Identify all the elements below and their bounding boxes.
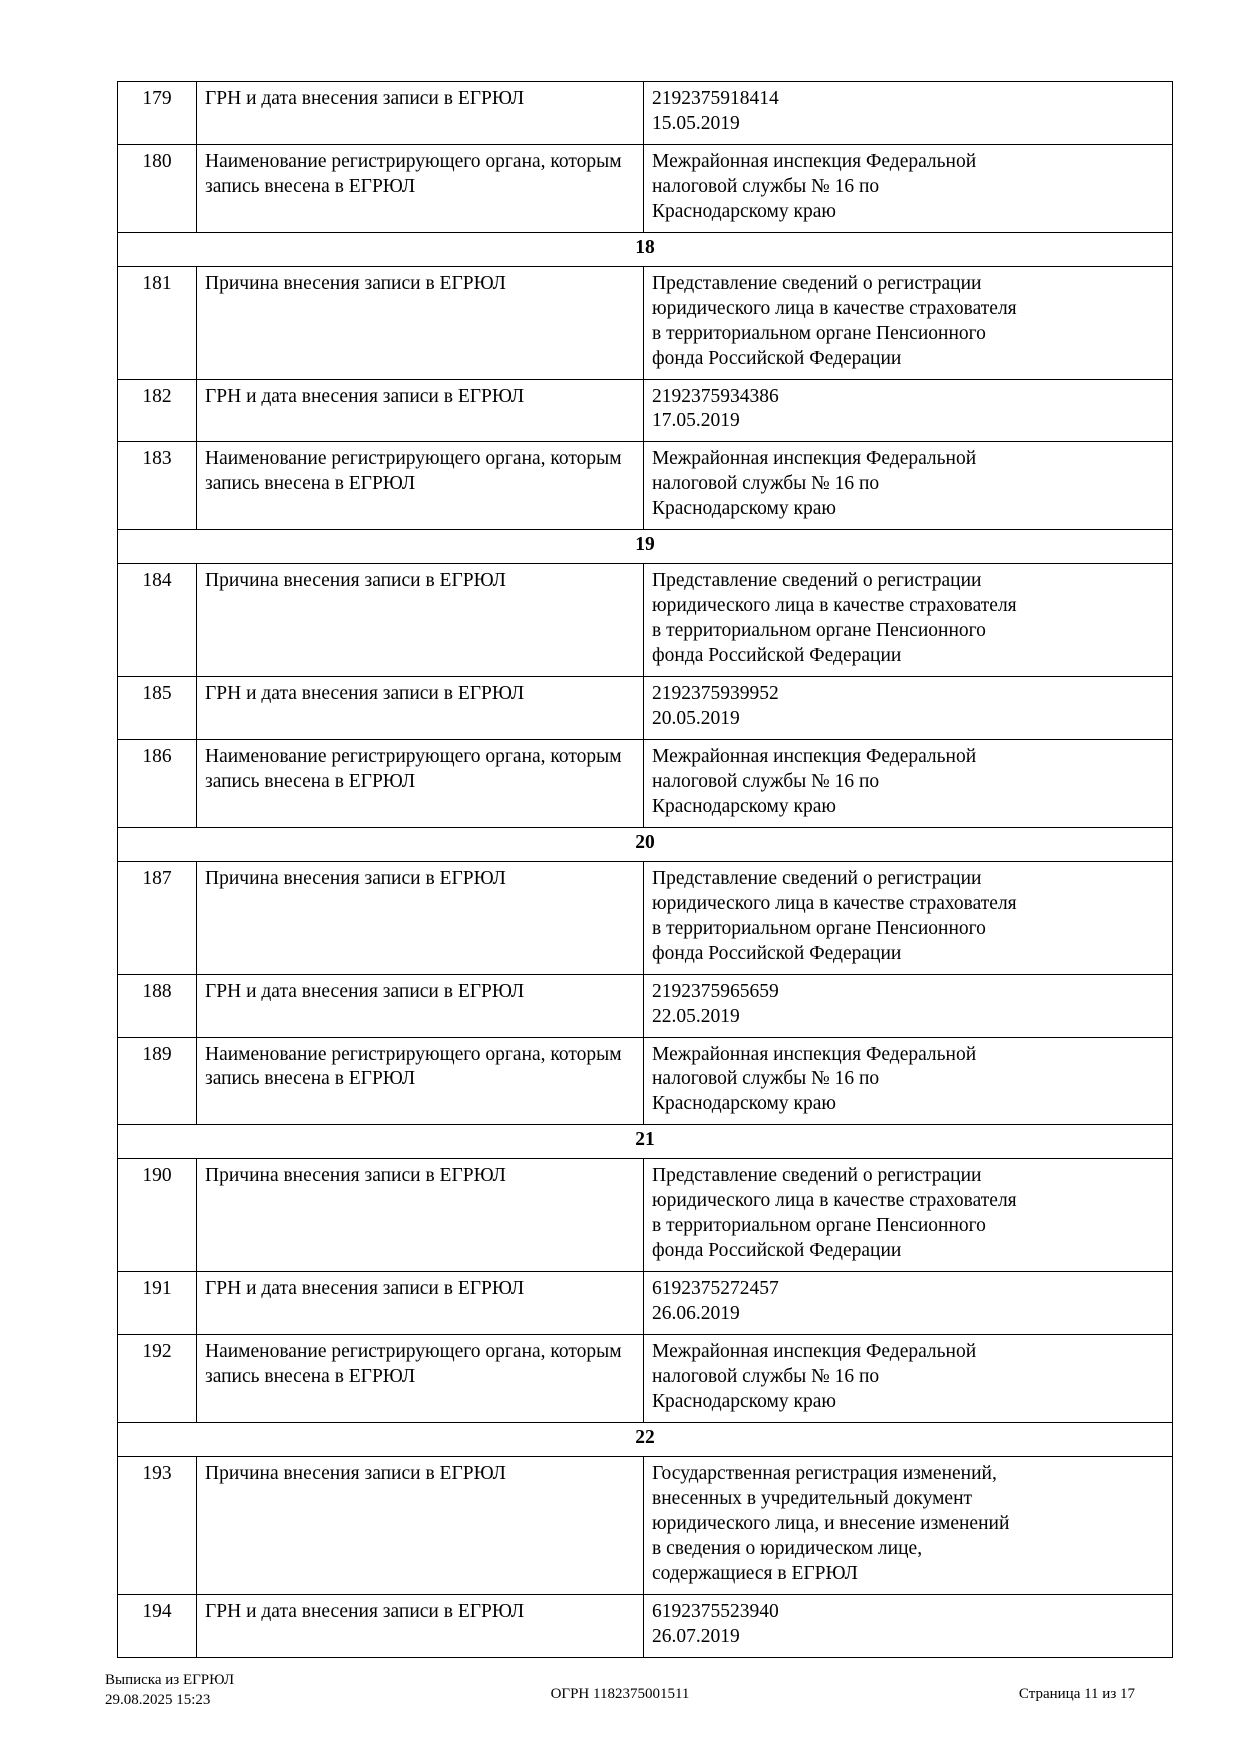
page-footer: [0, 1635, 1240, 1755]
row-number: 190: [118, 1159, 197, 1272]
row-value-line: налоговой службы № 16 по: [652, 1068, 880, 1090]
row-value-line: фонда Российской Федерации: [652, 645, 902, 667]
row-value-line: в территориальном органе Пенсионного: [652, 620, 986, 642]
row-value-line: фонда Российской Федерации: [652, 1240, 902, 1262]
row-value: [644, 564, 1173, 677]
row-number: 181: [118, 266, 197, 379]
section-title: 20: [118, 827, 1173, 861]
row-label: ГРН и дата внесения записи в ЕГРЮЛ: [197, 1594, 644, 1657]
row-number: 192: [118, 1335, 197, 1423]
row-value-line: 26.07.2019: [652, 1625, 740, 1647]
row-value-line: налоговой службы № 16 по: [652, 473, 880, 495]
section-title: 19: [118, 530, 1173, 564]
row-number: 193: [118, 1456, 197, 1594]
table-row: [118, 677, 1173, 740]
table-row: [118, 1037, 1173, 1125]
row-value-line: Межрайонная инспекция Федеральной: [652, 1043, 977, 1065]
row-label: ГРН и дата внесения записи в ЕГРЮЛ: [197, 974, 644, 1037]
row-number: 191: [118, 1272, 197, 1335]
row-value-line: юридического лица в качестве страхователя: [652, 1190, 1017, 1212]
row-value-line: 22.05.2019: [652, 1005, 740, 1027]
row-value: [644, 1272, 1173, 1335]
row-number: 185: [118, 677, 197, 740]
row-value-line: 2192375918414: [652, 88, 779, 109]
row-value-line: 17.05.2019: [652, 410, 740, 432]
row-value: [644, 974, 1173, 1037]
row-number: 189: [118, 1037, 197, 1125]
section-title: 18: [118, 232, 1173, 266]
row-value-line: 6192375523940: [652, 1600, 779, 1622]
footer-timestamp: 29.08.2025 15:23: [105, 1692, 211, 1709]
row-label: Причина внесения записи в ЕГРЮЛ: [197, 266, 644, 379]
egrul-records-table: [117, 81, 1173, 1658]
row-value-line: юридического лица в качестве страхователя: [652, 595, 1017, 617]
row-value: [644, 266, 1173, 379]
row-label: ГРН и дата внесения записи в ЕГРЮЛ: [197, 379, 644, 442]
row-value-line: 2192375965659: [652, 980, 779, 1002]
table-row: [118, 1159, 1173, 1272]
row-value-line: налоговой службы № 16 по: [652, 1365, 880, 1387]
row-value-line: Краснодарскому краю: [652, 200, 836, 222]
row-label: Наименование регистрирующего органа, которым запись внесена в ЕГРЮЛ: [197, 739, 644, 827]
row-number: 186: [118, 739, 197, 827]
row-value-line: юридического лица, и внесение изменений: [652, 1512, 1010, 1534]
row-value-line: в территориальном органе Пенсионного: [652, 322, 986, 344]
row-label: Причина внесения записи в ЕГРЮЛ: [197, 1159, 644, 1272]
row-label: ГРН и дата внесения записи в ЕГРЮЛ: [197, 1272, 644, 1335]
row-label: Причина внесения записи в ЕГРЮЛ: [197, 861, 644, 974]
table-row: [118, 379, 1173, 442]
row-number: 187: [118, 861, 197, 974]
row-number: 182: [118, 379, 197, 442]
row-value-line: Краснодарскому краю: [652, 498, 836, 520]
row-number: 179: [118, 82, 197, 145]
row-value-line: 20.05.2019: [652, 708, 740, 730]
row-value-line: 26.06.2019: [652, 1303, 740, 1325]
section-title: 21: [118, 1125, 1173, 1159]
row-label: Причина внесения записи в ЕГРЮЛ: [197, 1456, 644, 1594]
row-value-line: содержащиеся в ЕГРЮЛ: [652, 1562, 858, 1584]
row-number: 184: [118, 564, 197, 677]
row-value-line: налоговой службы № 16 по: [652, 175, 880, 197]
row-value: [644, 144, 1173, 232]
section-header-row: [118, 827, 1173, 861]
row-value-line: 6192375272457: [652, 1278, 779, 1300]
row-value-line: Краснодарскому краю: [652, 1390, 836, 1412]
section-header-row: [118, 232, 1173, 266]
row-value-line: налоговой службы № 16 по: [652, 770, 880, 792]
row-value: [644, 861, 1173, 974]
table-body: [118, 82, 1173, 1658]
row-value: [644, 1037, 1173, 1125]
row-value-line: внесенных в учредительный документ: [652, 1487, 973, 1509]
row-value-line: 2192375934386: [652, 385, 779, 407]
row-value-line: Межрайонная инспекция Федеральной: [652, 150, 977, 172]
row-label: ГРН и дата внесения записи в ЕГРЮЛ: [197, 677, 644, 740]
row-value-line: Представление сведений о регистрации: [652, 1165, 982, 1187]
row-label: ГРН и дата внесения записи в ЕГРЮЛ: [197, 82, 644, 145]
section-header-row: [118, 1125, 1173, 1159]
row-value: [644, 1456, 1173, 1594]
row-value: [644, 82, 1173, 145]
row-value: [644, 1335, 1173, 1423]
row-value: [644, 739, 1173, 827]
section-header-row: [118, 530, 1173, 564]
table-row: [118, 739, 1173, 827]
table-row: [118, 1335, 1173, 1423]
table-row: [118, 1456, 1173, 1594]
row-value-line: фонда Российской Федерации: [652, 942, 902, 964]
table-row: [118, 144, 1173, 232]
row-value-line: 15.05.2019: [652, 112, 740, 134]
row-number: 194: [118, 1594, 197, 1657]
row-value: [644, 379, 1173, 442]
row-value-line: Представление сведений о регистрации: [652, 570, 982, 592]
row-label: Наименование регистрирующего органа, которым запись внесена в ЕГРЮЛ: [197, 442, 644, 530]
row-value-line: юридического лица в качестве страхователя: [652, 892, 1017, 914]
table-row: [118, 974, 1173, 1037]
row-value-line: фонда Российской Федерации: [652, 347, 902, 369]
row-value-line: 2192375939952: [652, 683, 779, 705]
row-value-line: Государственная регистрация изменений,: [652, 1462, 997, 1484]
row-value-line: юридического лица в качестве страхователя: [652, 297, 1017, 319]
footer-ogrn: ОГРН 1182375001511: [550, 1686, 690, 1702]
row-number: 183: [118, 442, 197, 530]
row-value-line: в территориальном органе Пенсионного: [652, 917, 986, 939]
table-row: [118, 442, 1173, 530]
row-label: Наименование регистрирующего органа, которым запись внесена в ЕГРЮЛ: [197, 1037, 644, 1125]
row-value-line: Межрайонная инспекция Федеральной: [652, 745, 977, 767]
footer-page-number: Страница 11 из 17: [1018, 1686, 1135, 1702]
footer-doc-title: Выписка из ЕГРЮЛ: [105, 1672, 234, 1688]
section-header-row: [118, 1422, 1173, 1456]
row-value-line: Межрайонная инспекция Федеральной: [652, 1341, 977, 1363]
row-number: 180: [118, 144, 197, 232]
row-label: Причина внесения записи в ЕГРЮЛ: [197, 564, 644, 677]
row-value: [644, 677, 1173, 740]
row-value: [644, 1159, 1173, 1272]
table-row: [118, 564, 1173, 677]
row-value: [644, 442, 1173, 530]
section-title: 22: [118, 1422, 1173, 1456]
row-value-line: Представление сведений о регистрации: [652, 272, 982, 294]
row-value-line: Краснодарскому краю: [652, 1093, 836, 1115]
table-row: [118, 861, 1173, 974]
row-value-line: в сведения о юридическом лице,: [652, 1537, 923, 1559]
table-row: [118, 1272, 1173, 1335]
row-number: 188: [118, 974, 197, 1037]
row-label: Наименование регистрирующего органа, которым запись внесена в ЕГРЮЛ: [197, 144, 644, 232]
row-label: Наименование регистрирующего органа, которым запись внесена в ЕГРЮЛ: [197, 1335, 644, 1423]
table-row: [118, 266, 1173, 379]
table-row: [118, 82, 1173, 145]
row-value-line: в территориальном органе Пенсионного: [652, 1215, 986, 1237]
row-value-line: Межрайонная инспекция Федеральной: [652, 448, 977, 470]
row-value-line: Краснодарскому краю: [652, 795, 836, 817]
row-value-line: Представление сведений о регистрации: [652, 867, 982, 889]
